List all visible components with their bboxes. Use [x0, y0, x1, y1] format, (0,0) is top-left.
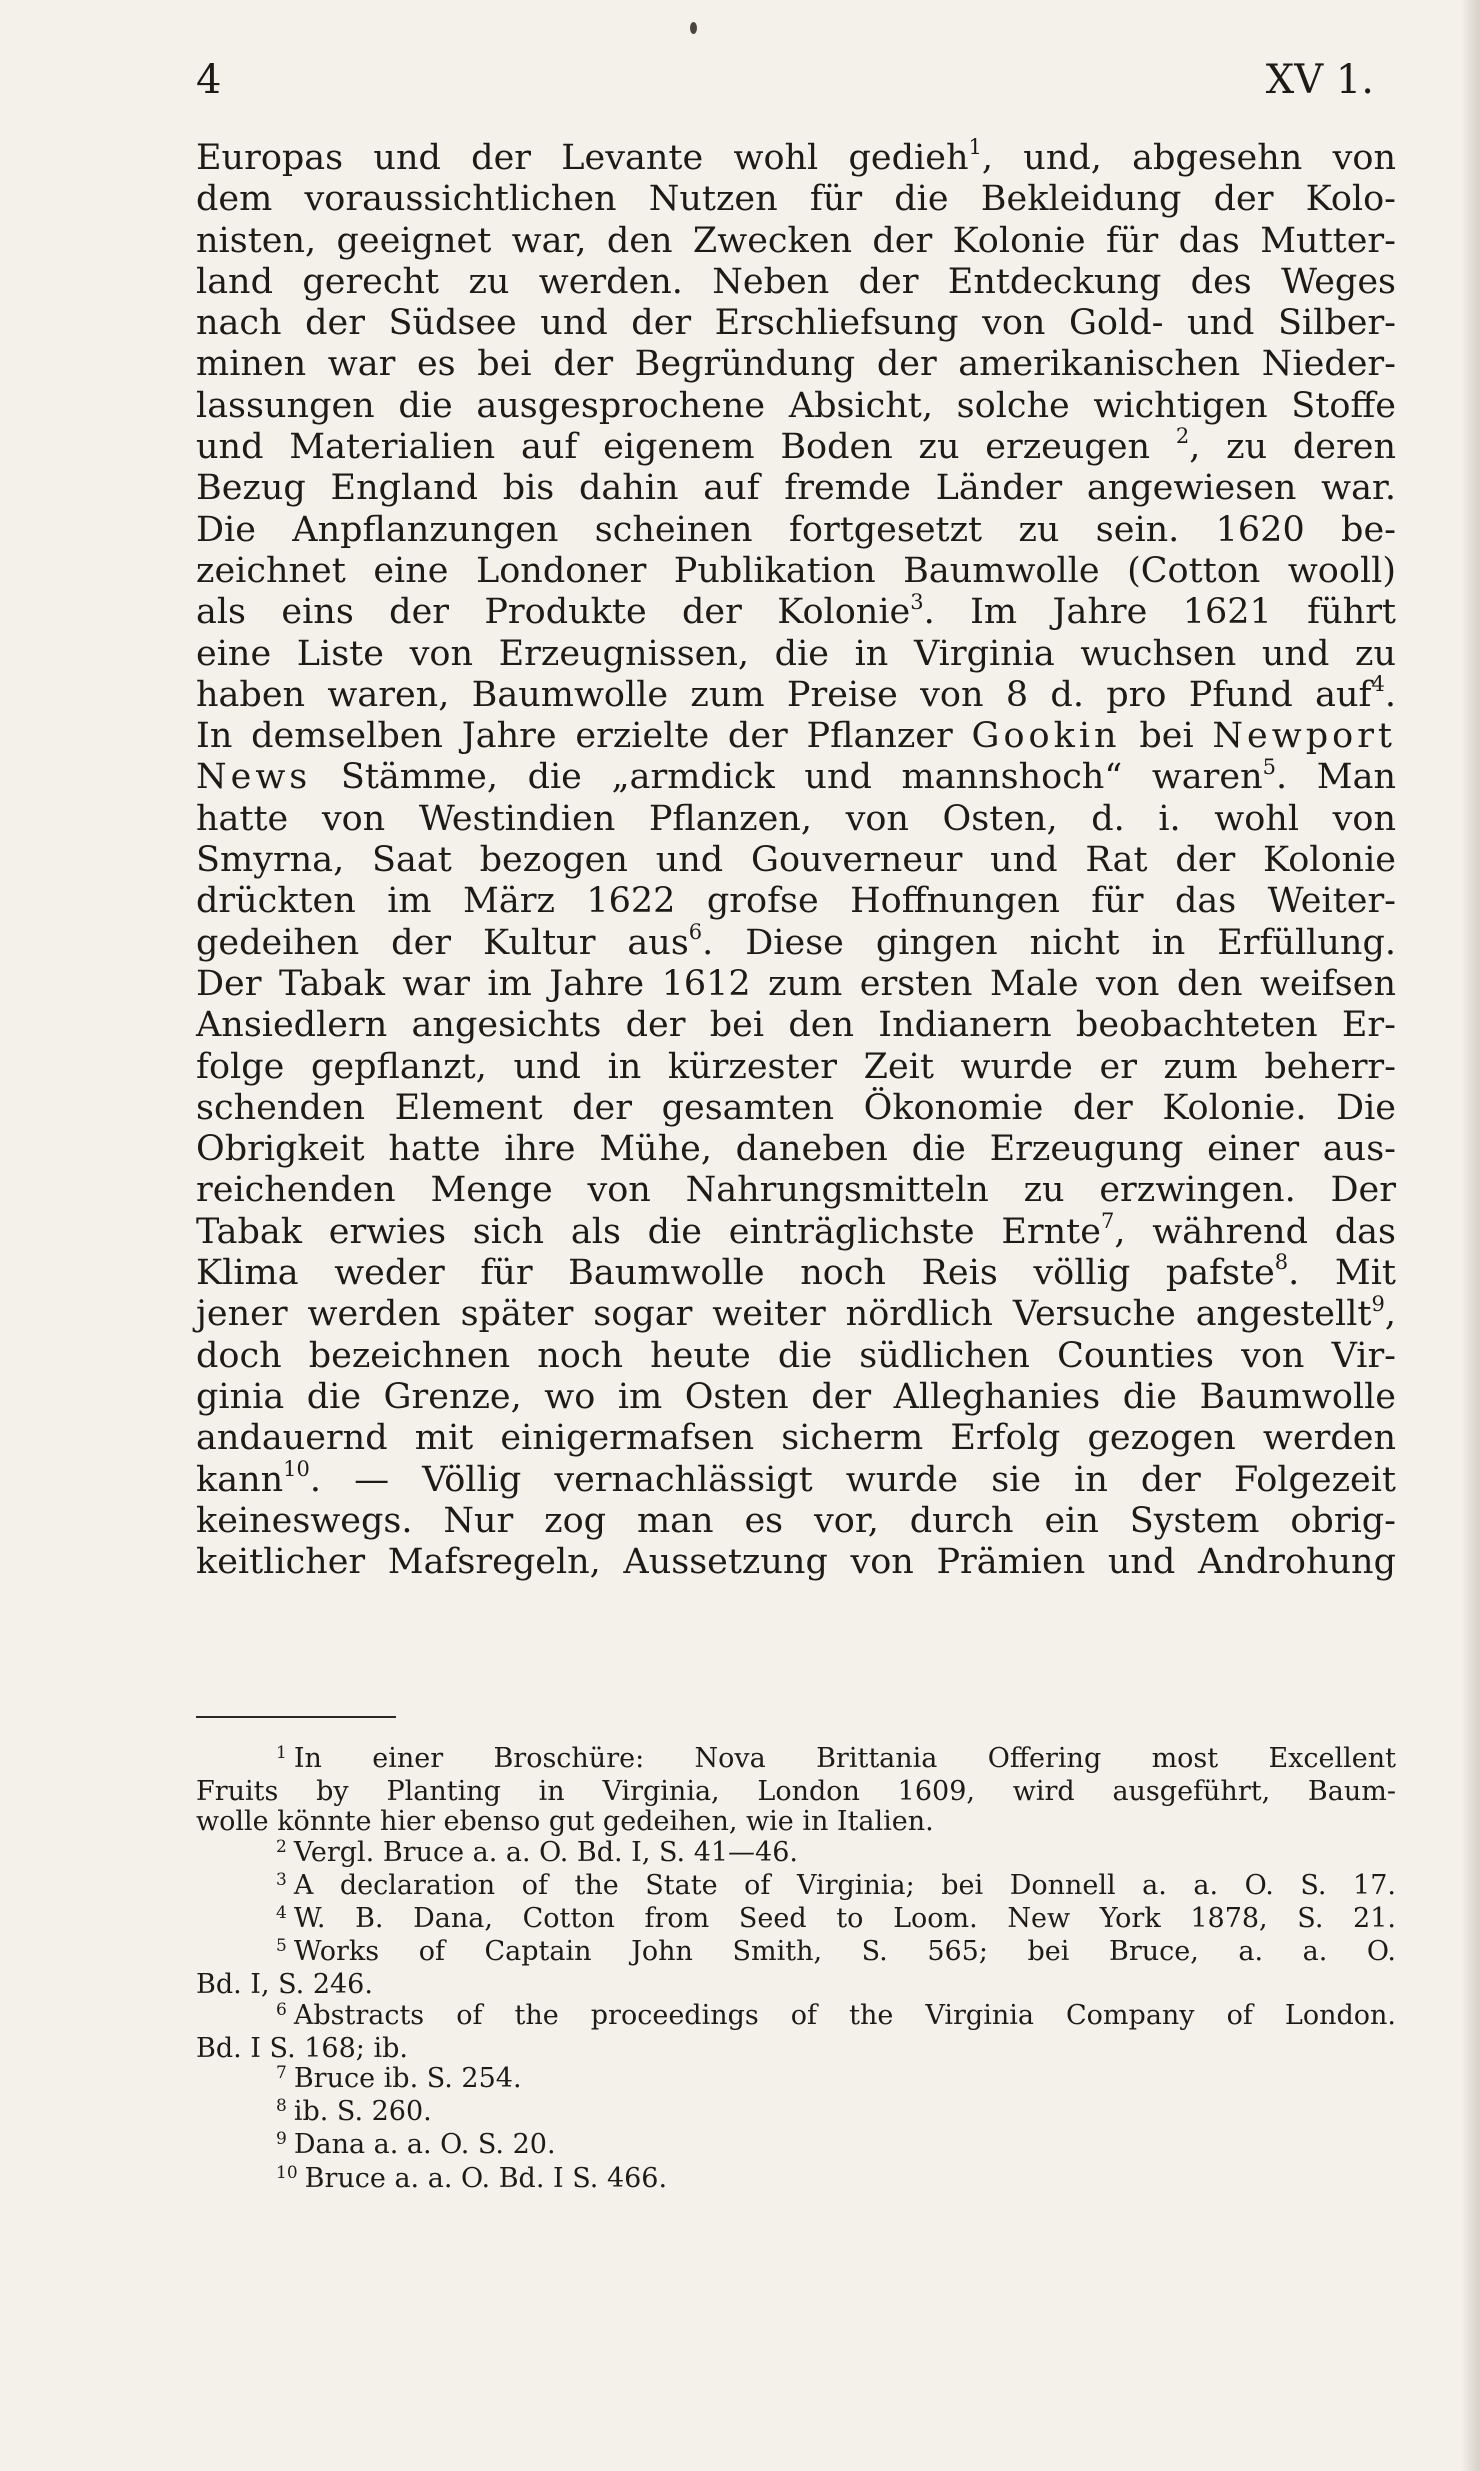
body-line: Die Anpflanzungen scheinen fortgesetzt zu sein. 1620 be- [196, 509, 1396, 550]
body-line: minen war es bei der Begründung der amerikanischen Nieder- [196, 344, 1396, 385]
body-line: Ansiedlern angesichts der bei den Indianern beobachteten Er- [196, 1005, 1396, 1046]
body-line: nisten, geeignet war, den Zwecken der Kolonie für das Mutter- [196, 220, 1396, 261]
footnote-number: 8 [276, 2096, 287, 2117]
body-line: jener werden später sogar weiter nördlich Versuche angestellt$^9$, [196, 1291, 1396, 1335]
body-line: doch bezeichnen noch heute die südlichen Counties von Vir- [196, 1335, 1396, 1376]
body-line: keineswegs. Nur zog man es vor, durch ein System obrig- [196, 1500, 1396, 1541]
body-line: hatte von Westindien Pflanzen, von Osten, d. i. wohl von [196, 798, 1396, 839]
body-line: lassungen die ausgesprochene Absicht, solche wichtigen Stoffe [196, 385, 1396, 426]
body-line: Obrigkeit hatte ihre Mühe, daneben die Erzeugung einer aus- [196, 1129, 1396, 1170]
footnote-text: ib. S. 260. [293, 2096, 432, 2128]
spaced-name: Gookin [971, 716, 1121, 757]
footnote-reference[interactable]: 10 [283, 1456, 310, 1481]
section-mark: XV 1. [1265, 57, 1374, 103]
footnote-line [196, 2097, 1396, 2130]
body-line: gedeihen der Kultur aus$^6$. Diese gingen nicht in Erfüllung. [196, 919, 1396, 963]
spaced-name: News [196, 757, 312, 798]
footnote-reference[interactable]: 1 [968, 135, 982, 160]
body-line: als eins der Produkte der Kolonie$^3$. Im Jahre 1621 führt [196, 589, 1396, 633]
footnote-text: Dana a. a. O. S. 20. [293, 2129, 556, 2161]
footnote-reference[interactable]: 3 [910, 589, 924, 614]
body-line: und Materialien auf eigenem Boden zu erzeugen $^2$, zu deren [196, 424, 1397, 468]
body-line: andauernd mit einigermafsen sicherm Erfolg gezogen werden [196, 1418, 1396, 1459]
footnote-number: 6 [276, 1999, 287, 2020]
footnote-reference[interactable]: 7 [1100, 1209, 1115, 1234]
body-line: Europas und der Levante wohl gedieh$^1$, und, abgesehn von [196, 135, 1396, 178]
footnote-line [196, 1937, 1396, 1970]
footnote-line [196, 2164, 1396, 2197]
footnote-line [196, 2034, 1396, 2064]
ink-spot [690, 22, 697, 34]
footnote-number: 4 [276, 1903, 287, 1924]
footnote-text: Works of Captain John Smith, S. 565; bei Bruce, a. a. O. [293, 1936, 1396, 1968]
footnote-text: Bruce a. a. O. Bd. I S. 466. [304, 2162, 668, 2194]
footnote-rule [196, 1716, 396, 1718]
footnote-line [196, 1970, 1396, 2000]
footnote-line [196, 1777, 1396, 1807]
body-line: schenden Element der gesamten Ökonomie der Kolonie. Die [196, 1087, 1396, 1128]
footnote-text: Abstracts of the proceedings of the Virginia Company of London. [293, 1999, 1396, 2031]
footnote-number: 5 [276, 1936, 287, 1957]
body-line: nach der Südsee und der Erschliefsung von Gold- und Silber- [196, 303, 1396, 344]
footnote-line [196, 1838, 1396, 1871]
body-line: Smyrna, Saat bezogen und Gouverneur und Rat der Kolonie [196, 840, 1396, 881]
footnote-line [196, 2130, 1396, 2163]
body-line: reichenden Menge von Nahrungsmitteln zu erzwingen. Der [196, 1170, 1396, 1211]
body-line: Tabak erwies sich als die einträglichste Ernte$^7$, während das [196, 1209, 1397, 1252]
body-line: kann$^{10}$. — Völlig vernachlässigt wurde sie in der Folgezeit [196, 1456, 1396, 1500]
footnote-reference[interactable]: 8 [1274, 1250, 1289, 1275]
footnote-line [196, 1904, 1396, 1937]
footnote-number: 10 [276, 2162, 298, 2183]
running-head [196, 50, 1374, 110]
footnote-line [196, 1871, 1396, 1904]
footnote-text: In einer Broschüre: Nova Brittania Offering most Excellent [293, 1743, 1396, 1774]
footnote-text: wolle könnte hier ebenso gut gedeihen, wie in Italien. [196, 1806, 934, 1838]
footnote-line [196, 1744, 1396, 1777]
body-line: ginia die Grenze, wo im Osten der Alleghanies die Baumwolle [196, 1376, 1396, 1417]
footnote-reference[interactable]: 2 [1175, 424, 1190, 449]
body-line: folge gepflanzt, und in kürzester Zeit wurde er zum beherr- [196, 1046, 1396, 1087]
body-line: eine Liste von Erzeugnissen, die in Virginia wuchsen und zu [196, 633, 1396, 674]
footnotes [196, 1744, 1396, 2197]
footnote-number: 7 [276, 2063, 287, 2084]
footnote-reference[interactable]: 6 [688, 919, 703, 944]
page-number: 4 [196, 57, 222, 103]
footnote-number: 3 [276, 1869, 287, 1890]
page-edge-shadow [1461, 0, 1479, 2471]
footnote-text: Bd. I, S. 246. [196, 1969, 373, 2001]
body-line: drückten im März 1622 grofse Hoffnungen für das Weiter- [196, 881, 1396, 922]
body-line: Der Tabak war im Jahre 1612 zum ersten Male von den weifsen [196, 963, 1396, 1004]
body-line: dem voraussichtlichen Nutzen für die Bekleidung der Kolo- [196, 179, 1396, 220]
body-line: land gerecht zu werden. Neben der Entdeckung des Weges [196, 261, 1396, 302]
footnote-text: Fruits by Planting in Virginia, London 1609, wird ausgeführt, Baum- [196, 1776, 1396, 1808]
body-line: zeichnet eine Londoner Publikation Baumwolle (Cotton wooll) [196, 550, 1396, 591]
footnote-text: Vergl. Bruce a. a. O. Bd. I, S. 41—46. [293, 1836, 798, 1868]
footnote-line [196, 1807, 1396, 1837]
body-line: keitlicher Mafsregeln, Aussetzung von Prämien und Androhung [196, 1542, 1396, 1583]
footnote-number: 2 [276, 1836, 287, 1857]
footnote-reference[interactable]: 5 [1262, 754, 1277, 779]
spaced-name: Newport [1212, 716, 1396, 757]
footnote-line [196, 2001, 1396, 2034]
footnote-reference[interactable]: 9 [1371, 1291, 1385, 1316]
body-line: News Stämme, die „armdick und mannshoch“ waren$^5$. Man [196, 754, 1396, 798]
body-line: haben waren, Baumwolle zum Preise von 8 d. pro Pfund auf$^4$. [196, 672, 1396, 715]
footnote-text: Bruce ib. S. 254. [293, 2063, 522, 2095]
footnote-line [196, 2064, 1396, 2097]
body-line: Bezug England bis dahin auf fremde Länder angewiesen war. [196, 468, 1396, 509]
footnote-text: A declaration of the State of Virginia; bei Donnell a. a. O. S. 17. [293, 1869, 1396, 1901]
body-text [196, 135, 1397, 1583]
footnote-text: W. B. Dana, Cotton from Seed to Loom. New York 1878, S. 21. [293, 1903, 1396, 1935]
footnote-number: 1 [276, 1743, 287, 1763]
footnote-text: Bd. I S. 168; ib. [196, 2032, 408, 2064]
body-line: In demselben Jahre erzielte der Pflanzer Gookin bei Newport [196, 716, 1396, 757]
footnote-reference[interactable]: 4 [1371, 672, 1385, 697]
body-line: Klima weder für Baumwolle noch Reis völlig pafste$^8$. Mit [196, 1250, 1396, 1294]
footnote-number: 9 [276, 2129, 287, 2150]
